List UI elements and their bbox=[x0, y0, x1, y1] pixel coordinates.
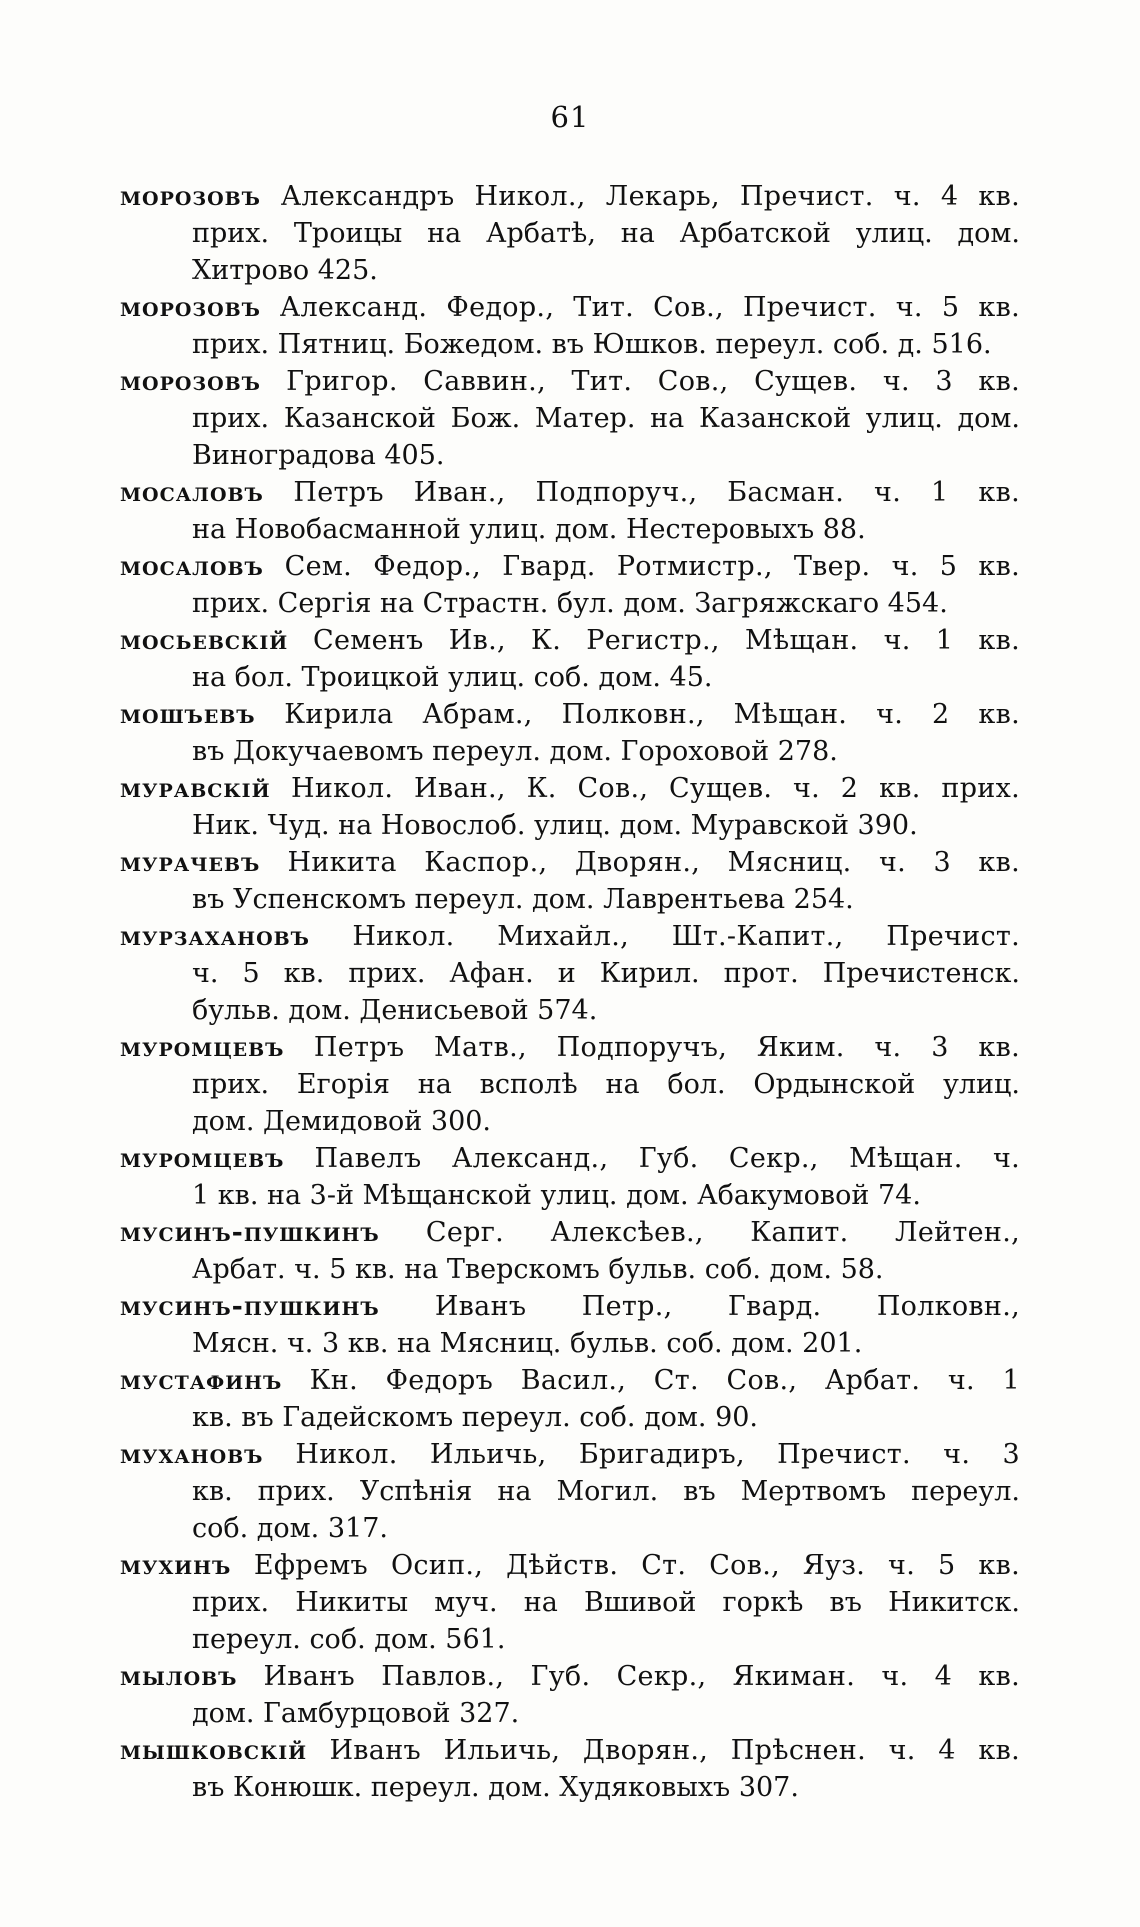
directory-entry bbox=[120, 548, 1020, 622]
entry-surname: муромцевъ bbox=[120, 1032, 285, 1063]
entry-details: Иванъ Петр., Гвард. Полковн., bbox=[434, 1291, 1020, 1322]
entry-surname: мухинъ bbox=[120, 1550, 232, 1581]
directory-entry bbox=[120, 696, 1020, 770]
entry-first-line bbox=[120, 770, 1020, 807]
entry-details: Павелъ Александ., Губ. Секр., Мѣщан. ч. bbox=[314, 1143, 1020, 1174]
directory-entry bbox=[120, 844, 1020, 918]
entry-continuation-line: прих. Егорія на всполѣ на бол. Ордынской улиц. bbox=[192, 1069, 1020, 1100]
entry-continuation-line: ч. 5 кв. прих. Афан. и Кирил. прот. Пречистенск. bbox=[192, 958, 1020, 989]
entry-continuation-line: въ Конюшк. переул. дом. Худяковыхъ 307. bbox=[192, 1772, 799, 1803]
entry-surname: муравскій bbox=[120, 773, 271, 804]
entry-details: Александ. Федор., Тит. Сов., Пречист. ч. 5 кв. bbox=[279, 292, 1020, 323]
entry-continuation-line: дом. Гамбурцовой 327. bbox=[192, 1698, 520, 1729]
entry-continuation-line: въ Успенскомъ переул. дом. Лаврентьева 254. bbox=[192, 884, 854, 915]
directory-entry bbox=[120, 918, 1020, 1029]
directory-entry bbox=[120, 1436, 1020, 1547]
directory-entry bbox=[120, 1732, 1020, 1806]
entry-continuation-line: 1 кв. на 3-й Мѣщанской улиц. дом. Абакумовой 74. bbox=[192, 1180, 921, 1211]
directory-entry bbox=[120, 178, 1020, 289]
entry-first-line bbox=[120, 1214, 1020, 1251]
directory-entry bbox=[120, 770, 1020, 844]
entry-details: Никита Каспор., Дворян., Мясниц. ч. 3 кв. bbox=[287, 847, 1020, 878]
entry-continuation-line: въ Докучаевомъ переул. дом. Гороховой 278. bbox=[192, 736, 838, 767]
directory-entry bbox=[120, 1214, 1020, 1288]
entry-details: Сем. Федор., Гвард. Ротмистр., Твер. ч. 5 кв. bbox=[284, 551, 1020, 582]
entry-first-line bbox=[120, 289, 1020, 326]
entry-first-line bbox=[120, 363, 1020, 400]
entry-details: Петръ Иван., Подпоруч., Басман. ч. 1 кв. bbox=[293, 477, 1020, 508]
entry-details: Серг. Алексѣев., Капит. Лейтен., bbox=[425, 1217, 1020, 1248]
entry-details: Иванъ Павлов., Губ. Секр., Якиман. ч. 4 кв. bbox=[263, 1661, 1020, 1692]
entry-continuation-line: переул. соб. дом. 561. bbox=[192, 1624, 506, 1655]
entry-surname: мосаловъ bbox=[120, 551, 264, 582]
entry-surname: мошъевъ bbox=[120, 699, 256, 730]
entry-details: Ефремъ Осип., Дѣйств. Ст. Сов., Яуз. ч. 5 кв. bbox=[253, 1550, 1020, 1581]
directory-entry bbox=[120, 1288, 1020, 1362]
directory-entry bbox=[120, 289, 1020, 363]
entry-details: Иванъ Ильичь, Дворян., Прѣснен. ч. 4 кв. bbox=[329, 1735, 1020, 1766]
entry-first-line bbox=[120, 1140, 1020, 1177]
entry-continuation-line: Арбат. ч. 5 кв. на Тверскомъ бульв. соб. дом. 58. bbox=[192, 1254, 884, 1285]
entry-first-line bbox=[120, 1029, 1020, 1066]
page-number: 61 bbox=[550, 100, 590, 134]
entry-details: Никол. Иван., К. Сов., Сущев. ч. 2 кв. прих. bbox=[291, 773, 1020, 804]
entry-details: Никол. Михайл., Шт.-Капит., Пречист. bbox=[352, 921, 1020, 952]
entry-surname: мурачевъ bbox=[120, 847, 261, 878]
entry-continuation-line: соб. дом. 317. bbox=[192, 1513, 388, 1544]
directory-entry bbox=[120, 363, 1020, 474]
entry-surname: мышковскій bbox=[120, 1735, 308, 1766]
entry-surname: мурзахановъ bbox=[120, 921, 310, 952]
entry-continuation-line: кв. прих. Успѣнія на Могил. въ Мертвомъ переул. bbox=[192, 1476, 1020, 1507]
entry-continuation-line: прих. Сергія на Страстн. бул. дом. Загряжскаго 454. bbox=[192, 588, 948, 619]
entry-first-line bbox=[120, 622, 1020, 659]
entry-details: Григор. Саввин., Тит. Сов., Сущев. ч. 3 кв. bbox=[286, 366, 1020, 397]
entry-continuation-line: прих. Троицы на Арбатѣ, на Арбатской улиц. дом. bbox=[192, 218, 1020, 249]
entry-details: Семенъ Ив., К. Регистр., Мѣщан. ч. 1 кв. bbox=[313, 625, 1020, 656]
directory-entry bbox=[120, 622, 1020, 696]
entry-continuation-line: Ник. Чуд. на Новослоб. улиц. дом. Муравской 390. bbox=[192, 810, 918, 841]
entry-details: Александръ Никол., Лекарь, Пречист. ч. 4 кв. bbox=[280, 181, 1020, 212]
entry-first-line bbox=[120, 548, 1020, 585]
entry-first-line bbox=[120, 696, 1020, 733]
entry-details: Никол. Ильичь, Бригадиръ, Пречист. ч. 3 bbox=[295, 1439, 1020, 1470]
entry-continuation-line: прих. Казанской Бож. Матер. на Казанской улиц. дом. bbox=[192, 403, 1020, 434]
directory-entry bbox=[120, 1140, 1020, 1214]
entry-first-line bbox=[120, 1288, 1020, 1325]
directory-entry bbox=[120, 1547, 1020, 1658]
entry-surname: муромцевъ bbox=[120, 1143, 285, 1174]
entry-continuation-line: бульв. дом. Денисьевой 574. bbox=[192, 995, 598, 1026]
directory-entry bbox=[120, 474, 1020, 548]
entry-first-line bbox=[120, 844, 1020, 881]
entry-first-line bbox=[120, 1547, 1020, 1584]
entry-surname: мусинъ-пушкинъ bbox=[120, 1291, 380, 1322]
entry-continuation-line: на бол. Троицкой улиц. соб. дом. 45. bbox=[192, 662, 713, 693]
entry-surname: морозовъ bbox=[120, 181, 261, 212]
entry-first-line bbox=[120, 918, 1020, 955]
entry-surname: морозовъ bbox=[120, 366, 261, 397]
directory-entry bbox=[120, 1362, 1020, 1436]
entry-continuation-line: Хитрово 425. bbox=[192, 255, 378, 286]
entry-continuation-line: Мясн. ч. 3 кв. на Мясниц. бульв. соб. дом. 201. bbox=[192, 1328, 863, 1359]
entry-continuation-line: кв. въ Гадейскомъ переул. соб. дом. 90. bbox=[192, 1402, 759, 1433]
entry-details: Петръ Матв., Подпоручъ, Яким. ч. 3 кв. bbox=[313, 1032, 1020, 1063]
entry-surname: мосаловъ bbox=[120, 477, 264, 508]
directory-entry bbox=[120, 1658, 1020, 1732]
entry-first-line bbox=[120, 1732, 1020, 1769]
entry-surname: мосьевскій bbox=[120, 625, 289, 656]
directory-entries bbox=[120, 178, 1020, 1806]
entry-first-line bbox=[120, 178, 1020, 215]
entry-details: Кн. Федоръ Васил., Ст. Сов., Арбат. ч. 1 bbox=[309, 1365, 1020, 1396]
directory-entry bbox=[120, 1029, 1020, 1140]
entry-first-line bbox=[120, 1436, 1020, 1473]
entry-first-line bbox=[120, 1362, 1020, 1399]
entry-surname: морозовъ bbox=[120, 292, 261, 323]
entry-continuation-line: прих. Никиты муч. на Вшивой горкѣ въ Никитск. bbox=[192, 1587, 1020, 1618]
entry-surname: мыловъ bbox=[120, 1661, 238, 1692]
entry-surname: мустафинъ bbox=[120, 1365, 283, 1396]
entry-continuation-line: Виноградова 405. bbox=[192, 440, 445, 471]
entry-surname: мусинъ-пушкинъ bbox=[120, 1217, 380, 1248]
entry-continuation-line: на Новобасманной улиц. дом. Нестеровыхъ 88. bbox=[192, 514, 866, 545]
entry-details: Кирила Абрам., Полковн., Мѣщан. ч. 2 кв. bbox=[284, 699, 1020, 730]
entry-continuation-line: прих. Пятниц. Божедом. въ Юшков. переул. соб. д. 516. bbox=[192, 329, 992, 360]
entry-surname: мухановъ bbox=[120, 1439, 264, 1470]
entry-first-line bbox=[120, 474, 1020, 511]
entry-first-line bbox=[120, 1658, 1020, 1695]
entry-continuation-line: дом. Демидовой 300. bbox=[192, 1106, 492, 1137]
